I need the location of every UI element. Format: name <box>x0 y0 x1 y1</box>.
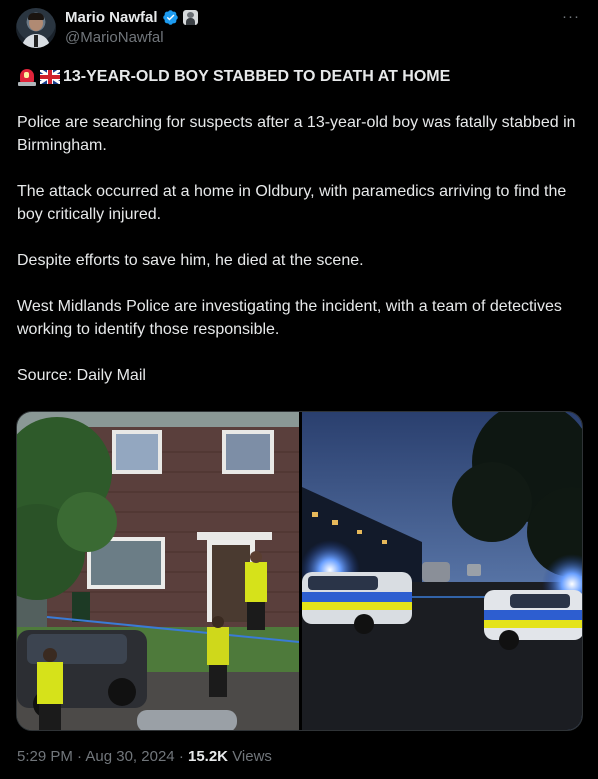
tweet-source: Source: Daily Mail <box>17 367 146 384</box>
author-name-row <box>65 9 198 26</box>
tweet-date[interactable]: Aug 30, 2024 <box>85 748 175 765</box>
tweet-header <box>16 6 582 50</box>
tweet-time[interactable]: 5:29 PM <box>17 748 73 765</box>
more-options-button[interactable]: ··· <box>562 8 580 25</box>
meta-separator: · <box>77 748 83 765</box>
avatar[interactable] <box>16 8 56 48</box>
author-handle[interactable]: @MarioNawfal <box>65 29 164 46</box>
media-grid <box>16 411 583 731</box>
police-siren-icon <box>17 68 37 86</box>
uk-flag-icon <box>40 70 60 84</box>
verified-badge-icon <box>162 9 179 26</box>
tweet-body <box>17 65 583 387</box>
author-display-name[interactable]: Mario Nawfal <box>65 9 158 26</box>
tweet-paragraph: The attack occurred at a home in Oldbury, with paramedics arriving to find the boy critically injured. <box>17 183 567 223</box>
tweet-meta <box>17 748 272 765</box>
meta-separator: · <box>178 748 184 765</box>
tweet-headline <box>17 65 583 88</box>
headline-text: 13-YEAR-OLD BOY STABBED TO DEATH AT HOME <box>63 68 451 85</box>
views-label: Views <box>232 748 272 765</box>
tweet-paragraph: West Midlands Police are investigating the incident, with a team of detectives working to identify those responsible. <box>17 298 562 338</box>
tweet-paragraph: Despite efforts to save him, he died at the scene. <box>17 252 364 269</box>
police-cars-at-dusk-photo[interactable] <box>302 412 583 730</box>
views-count: 15.2K <box>187 748 229 765</box>
tweet-paragraph: Police are searching for suspects after a 13-year-old boy was fatally stabbed in Birmingham. <box>17 114 576 154</box>
house-crime-scene-photo[interactable] <box>17 412 299 730</box>
affiliate-badge-icon[interactable] <box>183 10 198 25</box>
